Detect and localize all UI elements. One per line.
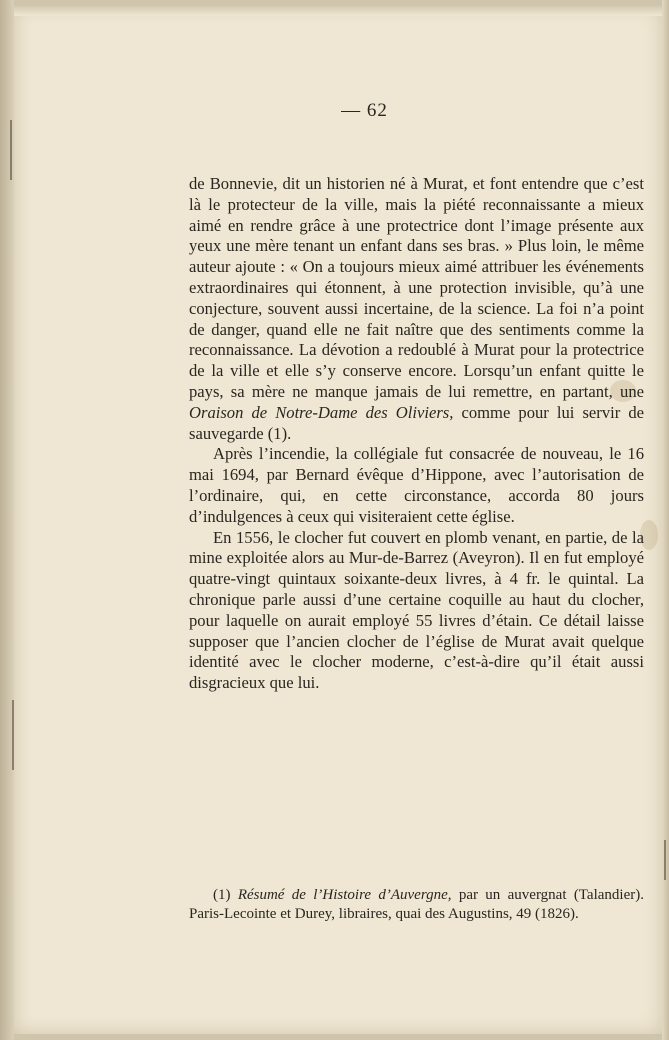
text-run: comme pour lui servir de sauvegarde (1). [189,402,644,443]
italic-text: Résumé de l’Histoire d’Auvergne, [237,887,452,903]
margin-mark [664,840,666,880]
page-right-edge [662,0,669,1040]
text-run: Après l’incendie, la collégiale fut consacrée de nouveau, le 16 mai 1694, par Bernard évêque d’Hippone, avec l’autorisation de l’ordinaire, qui, en cette circonstance, accorda 80 jours d’indulgences à ceux qui visiteraient cette église. [189,444,644,526]
text-run: (1) [213,887,238,903]
margin-mark [12,700,14,770]
page-number: — 62 [341,100,388,121]
footnote-paragraph [189,886,644,923]
margin-mark [10,120,12,180]
paragraph [189,528,644,694]
footnote [189,886,644,923]
text-run: par un auvergnat (Talandier). Paris-Lecointe et Durey, libraires, quai des Augustins, 49 (1826). [189,887,644,922]
main-text [189,174,644,694]
paragraph [189,174,644,444]
italic-text: Oraison de Notre-Dame des Oliviers, [189,402,454,422]
text-run: de Bonnevie, dit un historien né à Murat, et font entendre que c’est là le protecteur de la ville, mais la piété reconnaissante a mieux aimé en rendre grâce à une protectrice dont l’image présente aux yeux une mère tenant un enfant dans ses bras. » Plus loin, le même auteur ajoute : « On a toujours mieux aimé attribuer les événements extraordinaires qui étonnent, à une protection invisible, qu’à une conjecture, souvent aussi incertaine, de la science. La foi n’a point de danger, quand elle ne fait naître que des sentiments comme la reconnaissance. La dévotion a redoublé à Murat pour la protectrice de la ville et elle s’y conserve encore. Lorsqu’un enfant quitte le pays, sa mère ne manque jamais de lui remettre, en partant, une [189,174,644,401]
paragraph [189,444,644,527]
page-top-edge [14,6,662,16]
text-run: En 1556, le clocher fut couvert en plomb venant, en partie, de la mine exploitée alors au Mur-de-Barrez (Aveyron). Il en fut employé quatre-vingt quintaux soixante-deux livres, à 4 fr. le quintal. La chronique parle aussi d’une certaine coquille au haut du clocher, pour laquelle on aurait employé 55 livres d’étain. Ce détail laisse supposer que l’ancien clocher de l’église de Murat avait quelque identité avec le clocher moderne, c’est-à-dire qu’il était aussi disgracieux que lui. [189,527,644,693]
